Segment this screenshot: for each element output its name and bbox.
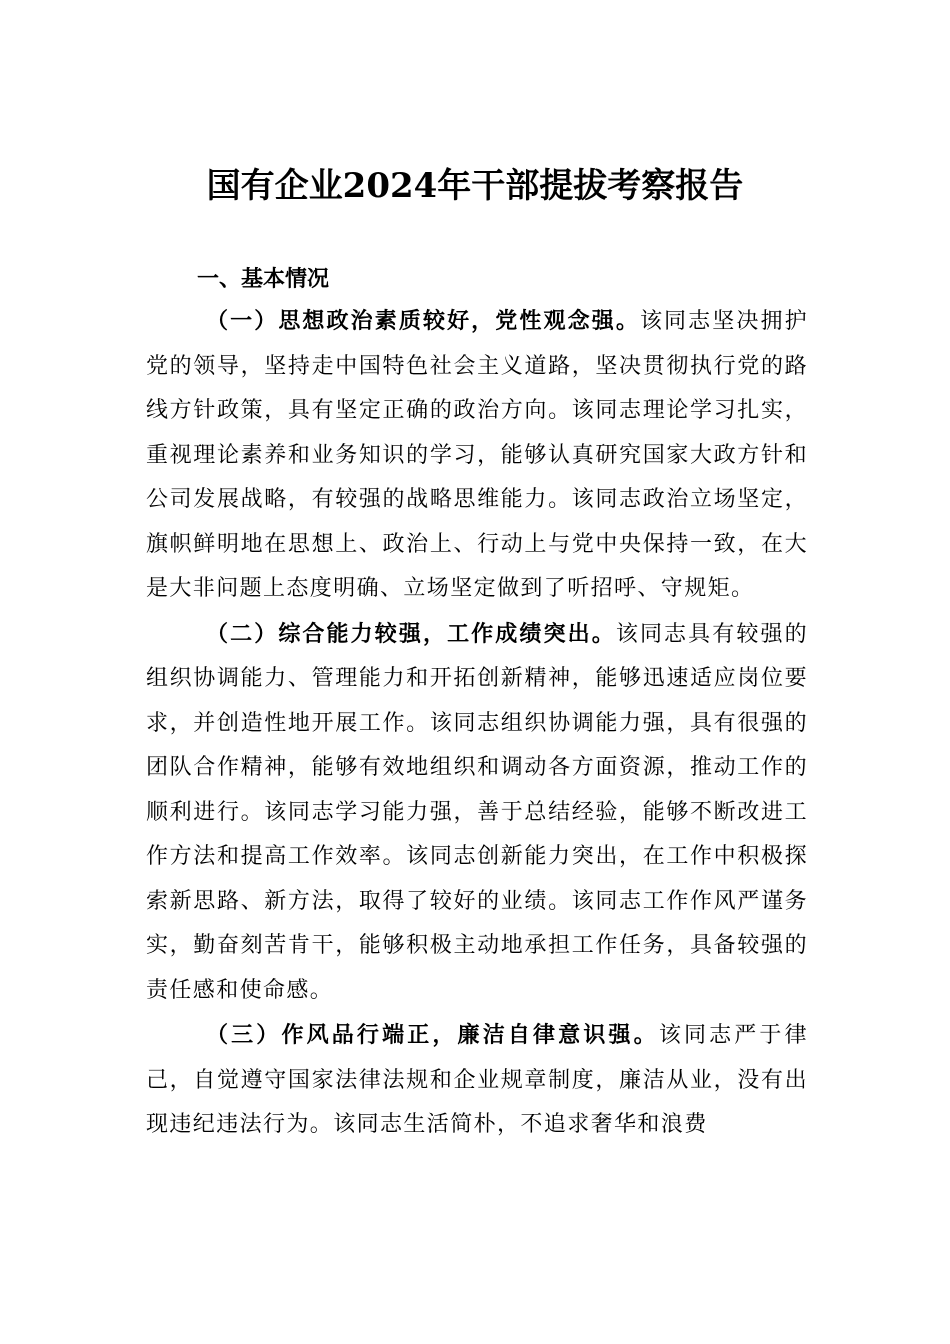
paragraph-text: 该同志坚决拥护党的领导，坚持走中国特色社会主义道路，坚决贯彻执行党的路线方针政策，具有坚定正确的政治方向。该同志理论学习扎实，重视理论素养和业务知识的学习，能够认真研究国家大政方针和公司发展战略，有较强的战略思维能力。该同志政治立场坚定，旗帜鲜明地在思想上、政治上、行动上与党中央保持一致，在大是大非问题上态度明确、立场坚定做到了听招呼、守规矩。 <box>146 309 808 601</box>
section-heading: 一、基本情况 <box>197 267 330 292</box>
document-title: 国有企业2024年干部提拔考察报告 <box>206 166 744 206</box>
paragraph-text: 该同志严于律己，自觉遵守国家法律法规和企业规章制度，廉洁从业，没有出现违纪违法行为。该同志生活简朴，不追求奢华和浪费 <box>146 1023 808 1137</box>
document-body <box>146 261 808 1148</box>
paragraph-lead: （三）作风品行端正，廉洁自律意识强。 <box>206 1022 659 1048</box>
paragraph-work-ability <box>146 612 808 1014</box>
paragraph-lead: （二）综合能力较强，工作成绩突出。 <box>206 620 616 647</box>
paragraph-lead: （一）思想政治素质较好，党性观念强。 <box>206 308 640 334</box>
paragraph-text: 该同志具有较强的组织协调能力、管理能力和开拓创新精神，能够迅速适应岗位要求，并创造性地开展工作。该同志组织协调能力强，具有很强的团队合作精神，能够有效地组织和调动各方面资源，推动工作的顺利进行。该同志学习能力强，善于总结经验，能够不断改进工作方法和提高工作效率。该同志创新能力突出，在工作中积极探索新思路、新方法，取得了较好的业绩。该同志工作作风严谨务实，勤奋刻苦肯干，能够积极主动地承担工作任务，具备较强的责任感和使命感。 <box>146 621 808 1003</box>
paragraph-political-quality <box>146 299 808 612</box>
paragraph-integrity <box>146 1013 808 1148</box>
